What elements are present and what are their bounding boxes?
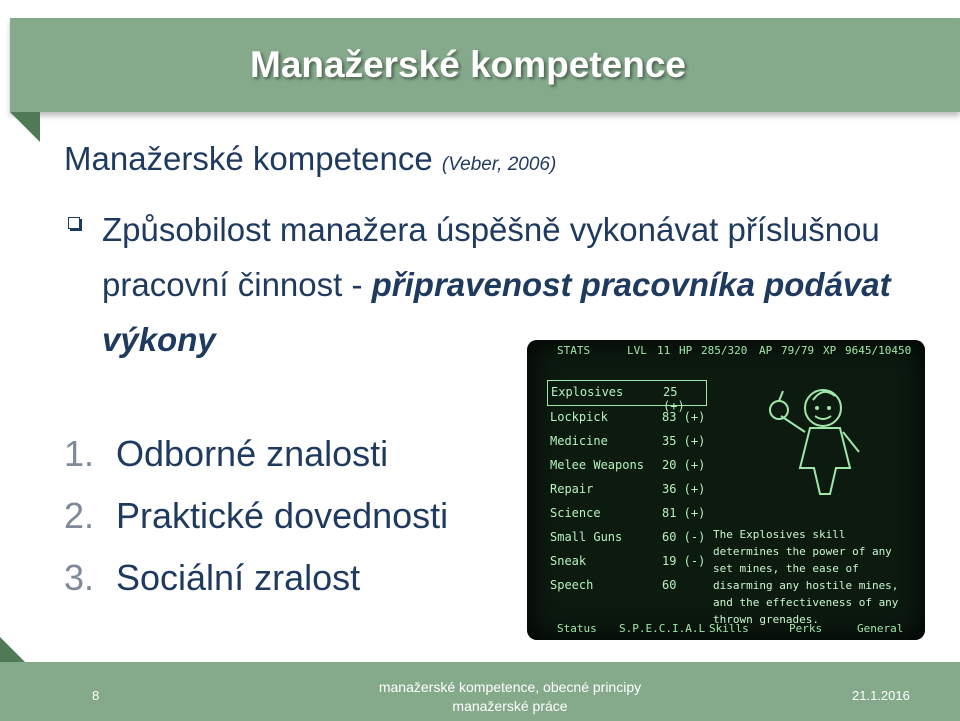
page-number: 8: [92, 688, 100, 703]
skill-row: [547, 550, 707, 574]
skill-name: Repair: [550, 482, 594, 496]
lvl-label: LVL: [627, 344, 647, 357]
list-item-number: 2.: [64, 495, 95, 536]
skill-value: 25 (+): [663, 385, 685, 413]
tab-general: General: [857, 622, 904, 635]
xp-label: XP: [823, 344, 837, 357]
skill-value: 81 (+): [662, 506, 706, 520]
footer-caption-line2: manažerské práce: [452, 698, 568, 714]
skill-value: 35 (+): [662, 434, 706, 448]
footer-fold: [0, 637, 25, 662]
subtitle-text: Manažerské kompetence: [64, 140, 433, 177]
tab-skills: Skills: [709, 622, 749, 635]
slide-title: Manažerské kompetence: [250, 44, 686, 85]
skill-row: [547, 454, 707, 478]
skill-name: Melee Weapons: [550, 458, 644, 472]
skill-value: 60: [662, 578, 677, 592]
ap-value: 79/79: [781, 344, 815, 357]
hp-value: 285/320: [701, 344, 748, 357]
skill-row: [547, 574, 707, 598]
skill-name: Sneak: [550, 554, 587, 568]
skill-name: Lockpick: [550, 410, 608, 424]
stats-header: [527, 344, 925, 364]
list-item: [64, 423, 448, 485]
footer-caption-line1: manažerské kompetence, obecné principy: [378, 679, 642, 695]
skill-name: Medicine: [550, 434, 608, 448]
skills-list: [547, 380, 707, 598]
list-item-label: Odborné znalosti: [116, 433, 389, 474]
square-bullet-icon: [68, 217, 80, 229]
list-item-number: 1.: [64, 433, 95, 474]
footer-caption: [330, 678, 690, 716]
skill-row: [547, 526, 707, 550]
footer-date: 21.1.2016: [852, 688, 910, 703]
skill-value: 19 (-): [662, 554, 706, 568]
tab-special: S.P.E.C.I.A.L: [619, 622, 706, 635]
stats-tabs: [527, 620, 925, 638]
skill-description: The Explosives skill determines the power of any set mines, the ease of disarming any hostile mines, and the effectiveness of any thrown grenades.: [713, 528, 899, 626]
ap-label: AP: [759, 344, 773, 357]
skill-name: Explosives: [551, 385, 624, 399]
bullet-text-emphasis: připravenost pracovníka podávat výkony: [102, 266, 891, 358]
skill-row: [547, 502, 707, 526]
subtitle-citation: (Veber, 2006): [441, 154, 557, 175]
skill-name: Small Guns: [550, 530, 623, 544]
stats-screen-image: [527, 340, 925, 640]
skill-value: 83 (+): [662, 410, 706, 424]
slide-subtitle: [64, 140, 924, 178]
stats-label: STATS: [557, 344, 591, 357]
skill-value: 36 (+): [662, 482, 706, 496]
skill-row: [547, 380, 707, 413]
skill-value: 20 (+): [662, 458, 706, 472]
skill-value: 60 (-): [662, 530, 706, 544]
list-item: [64, 485, 448, 547]
list-item-label: Praktické dovednosti: [116, 495, 449, 536]
skill-name: Science: [550, 506, 601, 520]
list-item: [64, 547, 448, 609]
skill-row: [547, 478, 707, 502]
lvl-value: 11: [657, 344, 671, 357]
skill-name: Speech: [550, 578, 594, 592]
skill-row: [547, 430, 707, 454]
skill-row: [547, 406, 707, 430]
xp-value: 9645/10450: [845, 344, 912, 357]
list-item-label: Sociální zralost: [116, 557, 361, 598]
competence-list: [64, 423, 448, 609]
hp-label: HP: [679, 344, 693, 357]
tab-perks: Perks: [789, 622, 823, 635]
bullet-text-plain: Způsobilost manažera úspěšně vykonávat příslušnou pracovní činnost -: [102, 211, 880, 303]
list-item-number: 3.: [64, 557, 95, 598]
vault-boy-figure-icon: [765, 380, 875, 500]
title-bar-fold: [10, 112, 40, 142]
tab-status: Status: [557, 622, 597, 635]
